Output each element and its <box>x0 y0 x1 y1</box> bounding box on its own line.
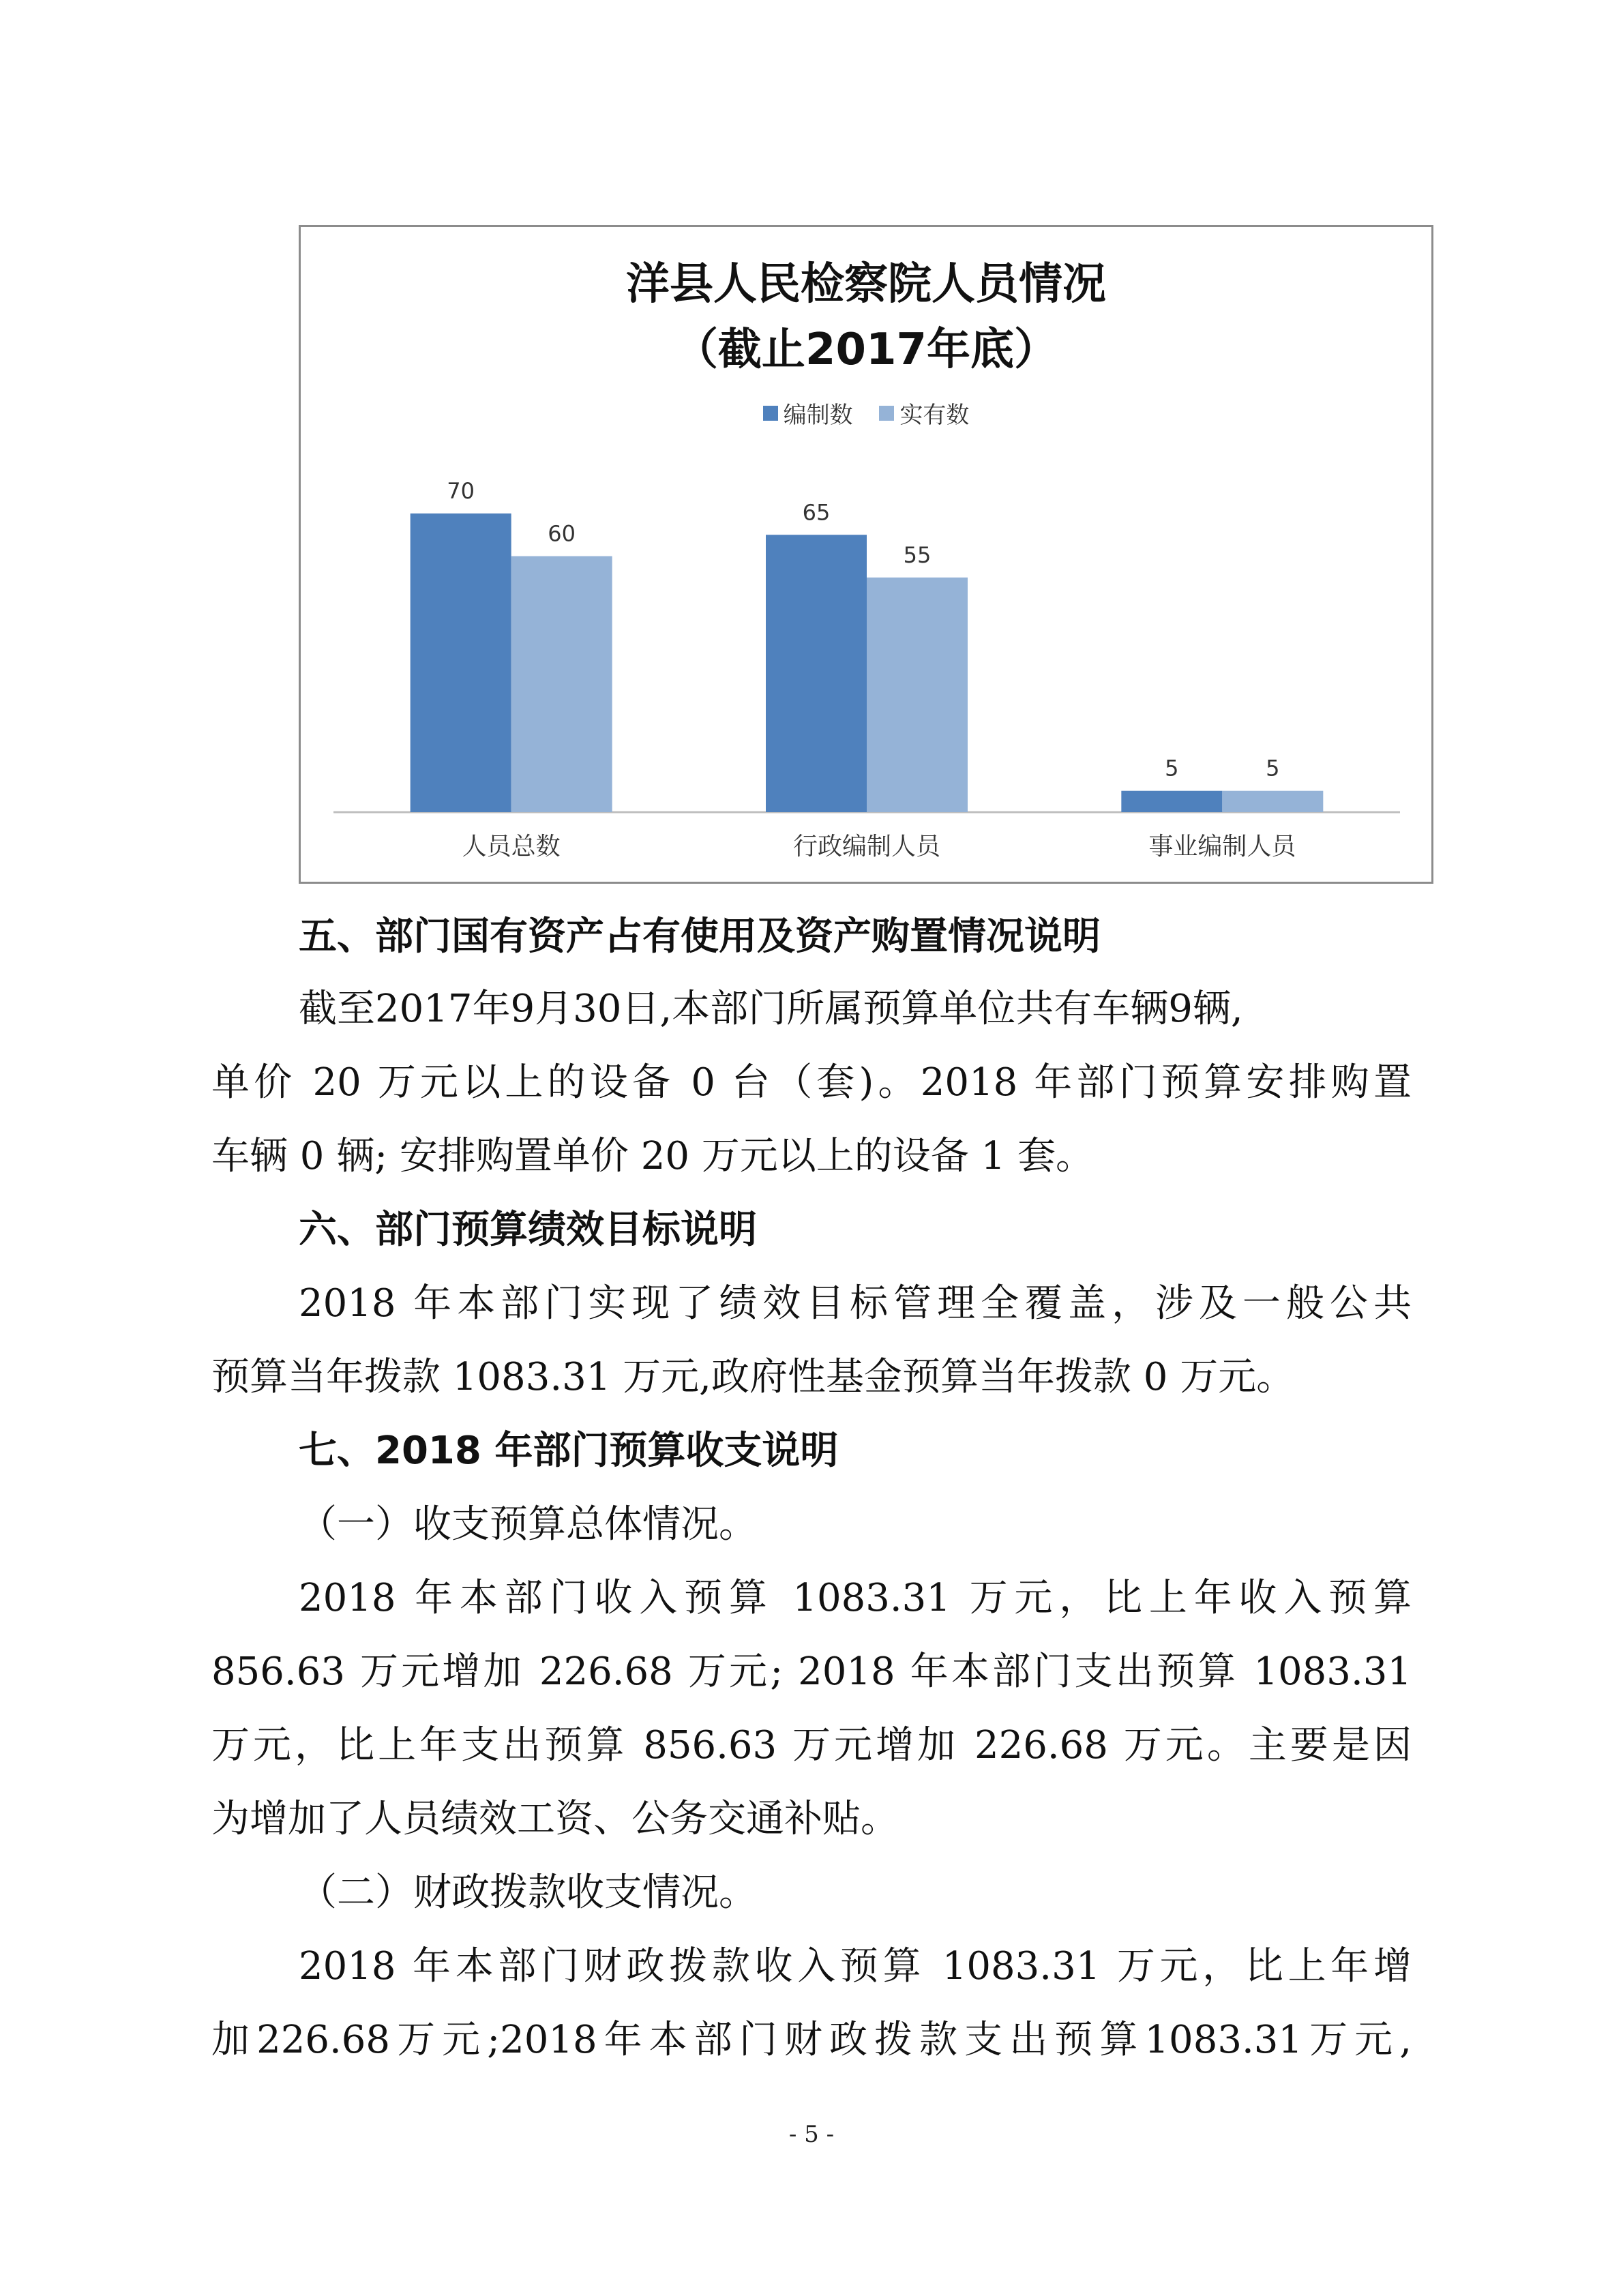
page-number: - 5 - <box>788 2121 835 2148</box>
category-label-2: 事业编制人员 <box>1148 833 1296 861</box>
section-6-para-line-2: 预算当年拨款 1083.31 万元,政府性基金预算当年拨款 0 万元。 <box>211 1355 1295 1399</box>
chart-plot <box>301 227 1431 882</box>
section-7-para-2-line-1: 2018 年本部门财政拨款收入预算 1083.31 万元，比上年增 <box>299 1944 1412 1988</box>
chart-subtitle: （截止2017年底） <box>674 325 1058 375</box>
section-5-para-line-1: 截至2017年9月30日,本部门所属预算单位共有车辆9辆, <box>299 987 1243 1031</box>
bar-1-1 <box>867 578 968 812</box>
bar-0-0 <box>411 513 511 812</box>
section-7-para-2-line-2: 加226.68万元;2018年本部门财政拨款支出预算1083.31万元, <box>211 2018 1412 2062</box>
section-7-heading: 七、2018 年部门预算收支说明 <box>299 1429 839 1473</box>
section-7-para-1-line-2: 856.63 万元增加 226.68 万元; 2018 年本部门支出预算 1083.31 <box>211 1650 1412 1694</box>
data-label-1-2: 5 <box>1266 755 1280 781</box>
section-7-subheading-2: （二）财政拨款收支情况。 <box>299 1870 757 1915</box>
category-label-1: 行政编制人员 <box>792 833 941 861</box>
category-label-0: 人员总数 <box>462 833 561 861</box>
legend-label-series-0: 编制数 <box>783 402 853 429</box>
legend-label-series-1: 实有数 <box>899 402 970 429</box>
bar-1-2 <box>1222 791 1323 812</box>
section-6-heading: 六、部门预算绩效目标说明 <box>299 1208 757 1252</box>
personnel-chart <box>299 225 1433 884</box>
chart-title: 洋县人民检察院人员情况 <box>626 259 1106 310</box>
data-label-0-1: 65 <box>802 499 831 526</box>
data-label-0-2: 5 <box>1165 755 1179 781</box>
bar-0-1 <box>766 535 867 812</box>
section-7-para-1-line-1: 2018 年本部门收入预算 1083.31 万元，比上年收入预算 <box>299 1576 1412 1620</box>
section-7-para-1-line-4: 为增加了人员绩效工资、公务交通补贴。 <box>211 1797 899 1841</box>
section-5-para-line-2: 单价 20 万元以上的设备 0 台（套)。2018 年部门预算安排购置 <box>211 1060 1412 1105</box>
bar-1-0 <box>511 556 612 812</box>
section-7-subheading-1: （一）收支预算总体情况。 <box>299 1502 757 1547</box>
bar-0-2 <box>1121 791 1222 812</box>
section-5-heading: 五、部门国有资产占有使用及资产购置情况说明 <box>299 914 1101 959</box>
data-label-1-1: 55 <box>903 541 932 568</box>
section-7-para-1-line-3: 万元，比上年支出预算 856.63 万元增加 226.68 万元。主要是因 <box>211 1723 1412 1768</box>
data-label-0-0: 70 <box>447 478 475 504</box>
section-6-para-line-1: 2018 年本部门实现了绩效目标管理全覆盖，涉及一般公共 <box>299 1281 1412 1326</box>
data-label-1-0: 60 <box>548 520 576 547</box>
section-5-para-line-3: 车辆 0 辆; 安排购置单价 20 万元以上的设备 1 套。 <box>211 1134 1094 1178</box>
